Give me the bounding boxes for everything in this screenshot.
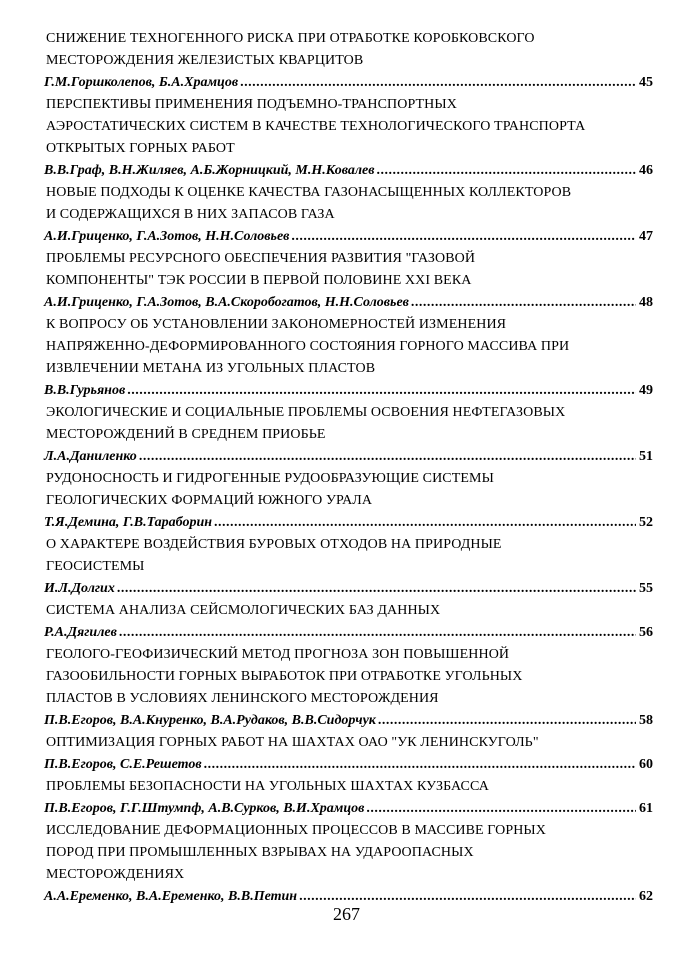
- toc-entry: [0, 534, 693, 600]
- entry-author-line[interactable]: [44, 380, 653, 402]
- dot-leader: [411, 292, 636, 314]
- toc-entry: [0, 600, 693, 644]
- toc-entry: [0, 28, 693, 94]
- entry-page-number: 56: [639, 625, 653, 640]
- toc-entry: [0, 644, 693, 732]
- entry-page-number: 51: [639, 449, 653, 464]
- toc-entry: [0, 182, 693, 248]
- entry-title-line: ПРОБЛЕМЫ БЕЗОПАСНОСТИ НА УГОЛЬНЫХ ШАХТАХ КУЗБАССА: [46, 779, 489, 794]
- entry-page-number: 58: [639, 713, 653, 728]
- entry-page-number: 45: [639, 75, 653, 90]
- entry-title-line: ИССЛЕДОВАНИЕ ДЕФОРМАЦИОННЫХ ПРОЦЕССОВ В МАССИВЕ ГОРНЫХ: [46, 823, 546, 838]
- dot-leader: [204, 754, 636, 776]
- entry-author-line[interactable]: [44, 292, 653, 314]
- entry-title-line: О ХАРАКТЕРЕ ВОЗДЕЙСТВИЯ БУРОВЫХ ОТХОДОВ НА ПРИРОДНЫЕ: [46, 537, 502, 552]
- entry-title-line: К ВОПРОСУ ОБ УСТАНОВЛЕНИИ ЗАКОНОМЕРНОСТЕЙ ИЗМЕНЕНИЯ: [46, 317, 507, 332]
- toc-entry: [0, 314, 693, 402]
- entry-title-line: ГЕОСИСТЕМЫ: [46, 559, 145, 574]
- entry-authors: А.И.Гриценко, Г.А.Зотов, Н.Н.Соловьев: [44, 229, 290, 244]
- page-number: 267: [333, 904, 360, 924]
- entry-author-line[interactable]: [44, 710, 653, 732]
- dot-leader: [377, 160, 636, 182]
- entry-author-line[interactable]: [44, 622, 653, 644]
- entry-page-number: 47: [639, 229, 653, 244]
- entry-author-line[interactable]: [44, 226, 653, 248]
- entry-title-line: ПЕРСПЕКТИВЫ ПРИМЕНЕНИЯ ПОДЪЕМНО-ТРАНСПОРТНЫХ: [46, 97, 457, 112]
- entry-authors: П.В.Егоров, В.А.Кнуренко, В.А.Рудаков, В.В.Сидорчук: [44, 713, 376, 728]
- dot-leader: [366, 798, 636, 820]
- entry-author-line[interactable]: [44, 798, 653, 820]
- entry-author-line[interactable]: [44, 512, 653, 534]
- entry-title-line: ЭКОЛОГИЧЕСКИЕ И СОЦИАЛЬНЫЕ ПРОБЛЕМЫ ОСВОЕНИЯ НЕФТЕГАЗОВЫХ: [46, 405, 566, 420]
- entry-authors: В.В.Граф, В.Н.Жиляев, А.Б.Жорницкий, М.Н.Ковалев: [44, 163, 375, 178]
- entry-title-line: ПОРОД ПРИ ПРОМЫШЛЕННЫХ ВЗРЫВАХ НА УДАРООПАСНЫХ: [46, 845, 474, 860]
- entry-author-line[interactable]: [44, 160, 653, 182]
- entry-title-line: МЕСТОРОЖДЕНИЯХ: [46, 867, 185, 882]
- entry-page-number: 60: [639, 757, 653, 772]
- entry-title-line: НОВЫЕ ПОДХОДЫ К ОЦЕНКЕ КАЧЕСТВА ГАЗОНАСЫЩЕННЫХ КОЛЛЕКТОРОВ: [46, 185, 572, 200]
- entry-title-line: СИСТЕМА АНАЛИЗА СЕЙСМОЛОГИЧЕСКИХ БАЗ ДАННЫХ: [46, 603, 441, 618]
- entry-author-line[interactable]: [44, 578, 653, 600]
- dot-leader: [117, 578, 636, 600]
- entry-authors: Г.М.Горшколепов, Б.А.Храмцов: [44, 75, 239, 90]
- entry-title-line: ОПТИМИЗАЦИЯ ГОРНЫХ РАБОТ НА ШАХТАХ ОАО "УК ЛЕНИНСКУГОЛЬ": [46, 735, 539, 750]
- entry-authors: Т.Я.Демина, Г.В.Тараборин: [44, 515, 213, 530]
- entry-page-number: 48: [639, 295, 653, 310]
- entry-page-number: 46: [639, 163, 653, 178]
- table-of-contents: [0, 28, 693, 908]
- entry-author-line[interactable]: [44, 446, 653, 468]
- toc-entry: [0, 94, 693, 182]
- entry-title-line: ГЕОЛОГИЧЕСКИХ ФОРМАЦИЙ ЮЖНОГО УРАЛА: [46, 493, 373, 508]
- entry-title-line: ГЕОЛОГО-ГЕОФИЗИЧЕСКИЙ МЕТОД ПРОГНОЗА ЗОН ПОВЫШЕННОЙ: [46, 647, 510, 662]
- toc-entry: [0, 468, 693, 534]
- entry-authors: А.А.Еременко, В.А.Еременко, В.В.Петин: [44, 889, 298, 904]
- entry-title-line: КОМПОНЕНТЫ" ТЭК РОССИИ В ПЕРВОЙ ПОЛОВИНЕ XXI ВЕКА: [46, 273, 472, 288]
- entry-page-number: 49: [639, 383, 653, 398]
- entry-title-line: ПЛАСТОВ В УСЛОВИЯХ ЛЕНИНСКОГО МЕСТОРОЖДЕНИЯ: [46, 691, 439, 706]
- entry-title-line: ПРОБЛЕМЫ РЕСУРСНОГО ОБЕСПЕЧЕНИЯ РАЗВИТИЯ "ГАЗОВОЙ: [46, 251, 476, 266]
- entry-title-line: И СОДЕРЖАЩИХСЯ В НИХ ЗАПАСОВ ГАЗА: [46, 207, 335, 222]
- dot-leader: [127, 380, 636, 402]
- toc-entry: [0, 776, 693, 820]
- entry-author-line[interactable]: [44, 754, 653, 776]
- entry-title-line: ИЗВЛЕЧЕНИИ МЕТАНА ИЗ УГОЛЬНЫХ ПЛАСТОВ: [46, 361, 376, 376]
- entry-title-line: АЭРОСТАТИЧЕСКИХ СИСТЕМ В КАЧЕСТВЕ ТЕХНОЛОГИЧЕСКОГО ТРАНСПОРТА: [46, 119, 586, 134]
- entry-page-number: 52: [639, 515, 653, 530]
- dot-leader: [378, 710, 636, 732]
- toc-entry: [0, 820, 693, 908]
- dot-leader: [139, 446, 636, 468]
- entry-authors: П.В.Егоров, Г.Г.Штумпф, А.В.Сурков, В.И.Храмцов: [44, 801, 365, 816]
- entry-authors: И.Л.Долгих: [44, 581, 115, 596]
- dot-leader: [291, 226, 636, 248]
- entry-authors: Р.А.Дягилев: [44, 625, 117, 640]
- entry-title-line: МЕСТОРОЖДЕНИЯ ЖЕЛЕЗИСТЫХ КВАРЦИТОВ: [46, 53, 364, 68]
- dot-leader: [119, 622, 636, 644]
- entry-authors: В.В.Гурьянов: [44, 383, 126, 398]
- entry-authors: Л.А.Даниленко: [44, 449, 137, 464]
- entry-page-number: 61: [639, 801, 653, 816]
- entry-title-line: СНИЖЕНИЕ ТЕХНОГЕННОГО РИСКА ПРИ ОТРАБОТКЕ КОРОБКОВСКОГО: [46, 31, 535, 46]
- entry-author-line[interactable]: [44, 72, 653, 94]
- entry-page-number: 62: [639, 889, 653, 904]
- entry-title-line: МЕСТОРОЖДЕНИЙ В СРЕДНЕМ ПРИОБЬЕ: [46, 427, 326, 442]
- toc-entry: [0, 732, 693, 776]
- entry-title-line: НАПРЯЖЕННО-ДЕФОРМИРОВАННОГО СОСТОЯНИЯ ГОРНОГО МАССИВА ПРИ: [46, 339, 570, 354]
- entry-title-line: ОТКРЫТЫХ ГОРНЫХ РАБОТ: [46, 141, 235, 156]
- dot-leader: [214, 512, 636, 534]
- entry-page-number: 55: [639, 581, 653, 596]
- entry-title-line: ГАЗООБИЛЬНОСТИ ГОРНЫХ ВЫРАБОТОК ПРИ ОТРАБОТКЕ УГОЛЬНЫХ: [46, 669, 523, 684]
- entry-authors: А.И.Гриценко, Г.А.Зотов, В.А.Скоробогатов, Н.Н.Соловьев: [44, 295, 409, 310]
- toc-entry: [0, 248, 693, 314]
- entry-title-line: РУДОНОСНОСТЬ И ГИДРОГЕННЫЕ РУДООБРАЗУЮЩИЕ СИСТЕМЫ: [46, 471, 494, 486]
- entry-authors: П.В.Егоров, С.Е.Решетов: [44, 757, 202, 772]
- dot-leader: [240, 72, 636, 94]
- toc-entry: [0, 402, 693, 468]
